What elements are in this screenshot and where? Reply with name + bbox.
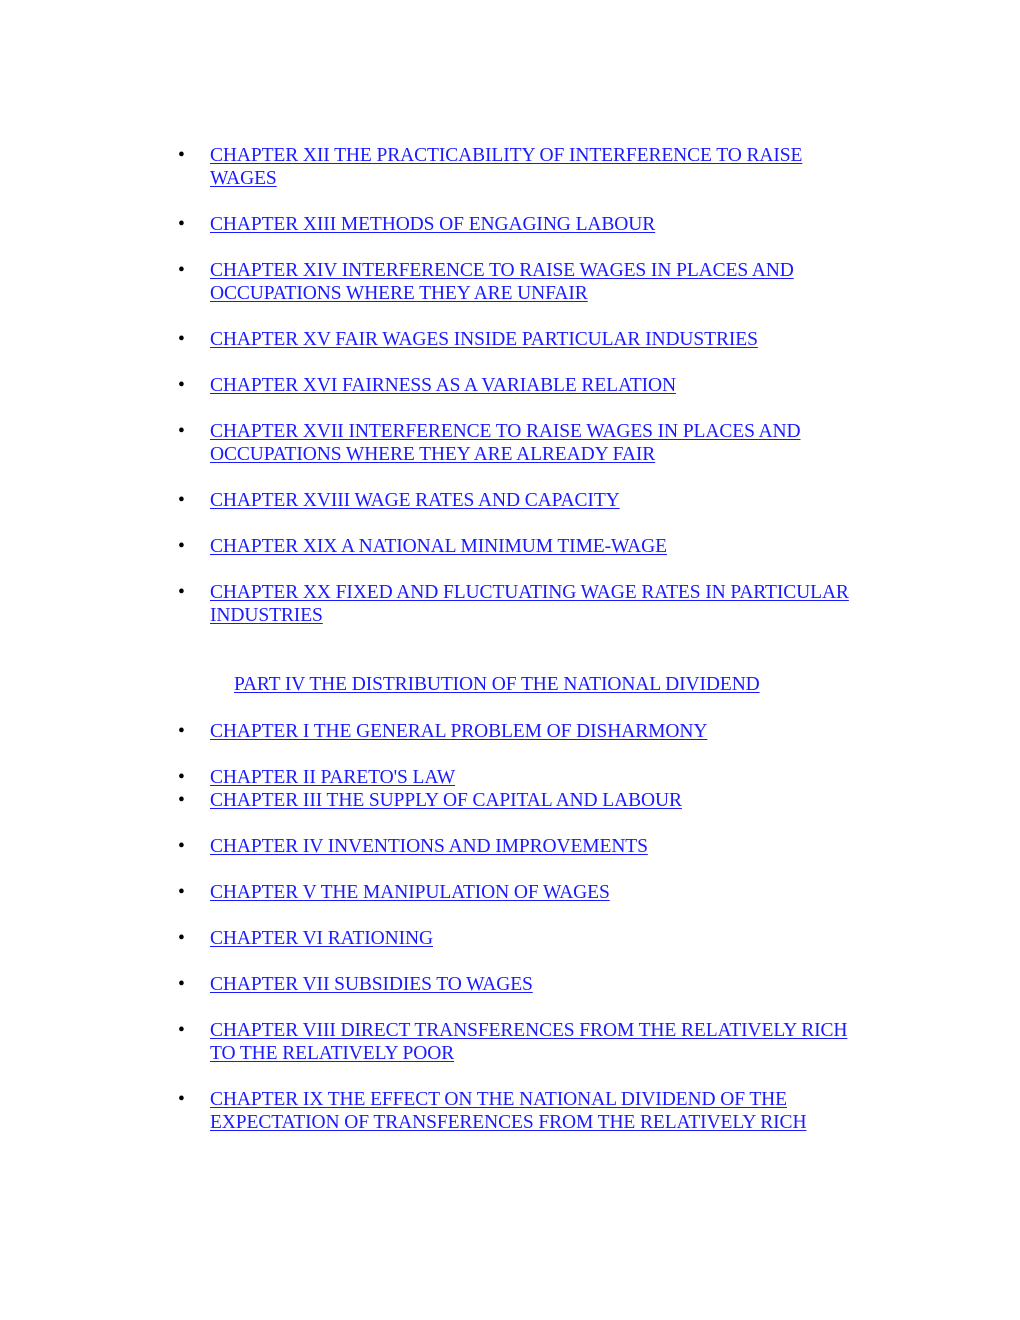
bullet: • — [178, 767, 185, 788]
toc-link-part4-chapter-i[interactable]: CHAPTER I THE GENERAL PROBLEM OF DISHARMONY — [210, 721, 708, 742]
bullet: • — [178, 421, 185, 442]
bullet: • — [178, 214, 185, 235]
bullet: • — [178, 145, 185, 166]
toc-link-chapter-xiii[interactable]: CHAPTER XIII METHODS OF ENGAGING LABOUR — [210, 214, 656, 235]
toc-link-chapter-xvi[interactable]: CHAPTER XVI FAIRNESS AS A VARIABLE RELATION — [210, 375, 676, 396]
toc-link-part4-chapter-vi[interactable]: CHAPTER VI RATIONING — [210, 928, 433, 949]
bullet: • — [178, 329, 185, 350]
bullet: • — [178, 836, 185, 857]
bullet: • — [178, 260, 185, 281]
toc-link-part4-chapter-iv[interactable]: CHAPTER IV INVENTIONS AND IMPROVEMENTS — [210, 836, 648, 857]
toc-link-part4-chapter-vii[interactable]: CHAPTER VII SUBSIDIES TO WAGES — [210, 974, 533, 995]
toc-link-chapter-xv[interactable]: CHAPTER XV FAIR WAGES INSIDE PARTICULAR INDUSTRIES — [210, 329, 758, 350]
toc-link-part4-chapter-ix[interactable]: CHAPTER IX THE EFFECT ON THE NATIONAL DIVIDEND OF THE EXPECTATION OF TRANSFERENCES FROM THE RELATIVELY RICH — [210, 1089, 807, 1133]
bullet: • — [178, 1020, 185, 1041]
toc-link-chapter-xvii[interactable]: CHAPTER XVII INTERFERENCE TO RAISE WAGES IN PLACES AND OCCUPATIONS WHERE THEY ARE ALREADY FAIR — [210, 421, 801, 465]
bullet: • — [178, 721, 185, 742]
toc-link-chapter-xiv[interactable]: CHAPTER XIV INTERFERENCE TO RAISE WAGES IN PLACES AND OCCUPATIONS WHERE THEY ARE UNFAIR — [210, 260, 794, 304]
toc-link-part4-chapter-viii[interactable]: CHAPTER VIII DIRECT TRANSFERENCES FROM THE RELATIVELY RICH TO THE RELATIVELY POOR — [210, 1020, 848, 1064]
bullet: • — [178, 536, 185, 557]
toc-link-chapter-xviii[interactable]: CHAPTER XVIII WAGE RATES AND CAPACITY — [210, 490, 620, 511]
bullet: • — [178, 490, 185, 511]
bullet: • — [178, 1089, 185, 1110]
bullet: • — [178, 928, 185, 949]
bullet: • — [178, 974, 185, 995]
toc-link-part4-chapter-iii[interactable]: CHAPTER III THE SUPPLY OF CAPITAL AND LABOUR — [210, 790, 682, 811]
bullet: • — [178, 882, 185, 903]
bullet: • — [178, 375, 185, 396]
toc-link-part4-chapter-v[interactable]: CHAPTER V THE MANIPULATION OF WAGES — [210, 882, 610, 903]
bullet: • — [178, 790, 185, 811]
toc-link-chapter-xx[interactable]: CHAPTER XX FIXED AND FLUCTUATING WAGE RATES IN PARTICULAR INDUSTRIES — [210, 582, 849, 626]
part-iv-heading-link[interactable]: PART IV THE DISTRIBUTION OF THE NATIONAL DIVIDEND — [234, 674, 760, 695]
toc-link-chapter-xix[interactable]: CHAPTER XIX A NATIONAL MINIMUM TIME-WAGE — [210, 536, 667, 557]
toc-link-part4-chapter-ii[interactable]: CHAPTER II PARETO'S LAW — [210, 767, 456, 788]
toc-link-chapter-xii[interactable]: CHAPTER XII THE PRACTICABILITY OF INTERFERENCE TO RAISE WAGES — [210, 145, 803, 189]
bullet: • — [178, 582, 185, 603]
